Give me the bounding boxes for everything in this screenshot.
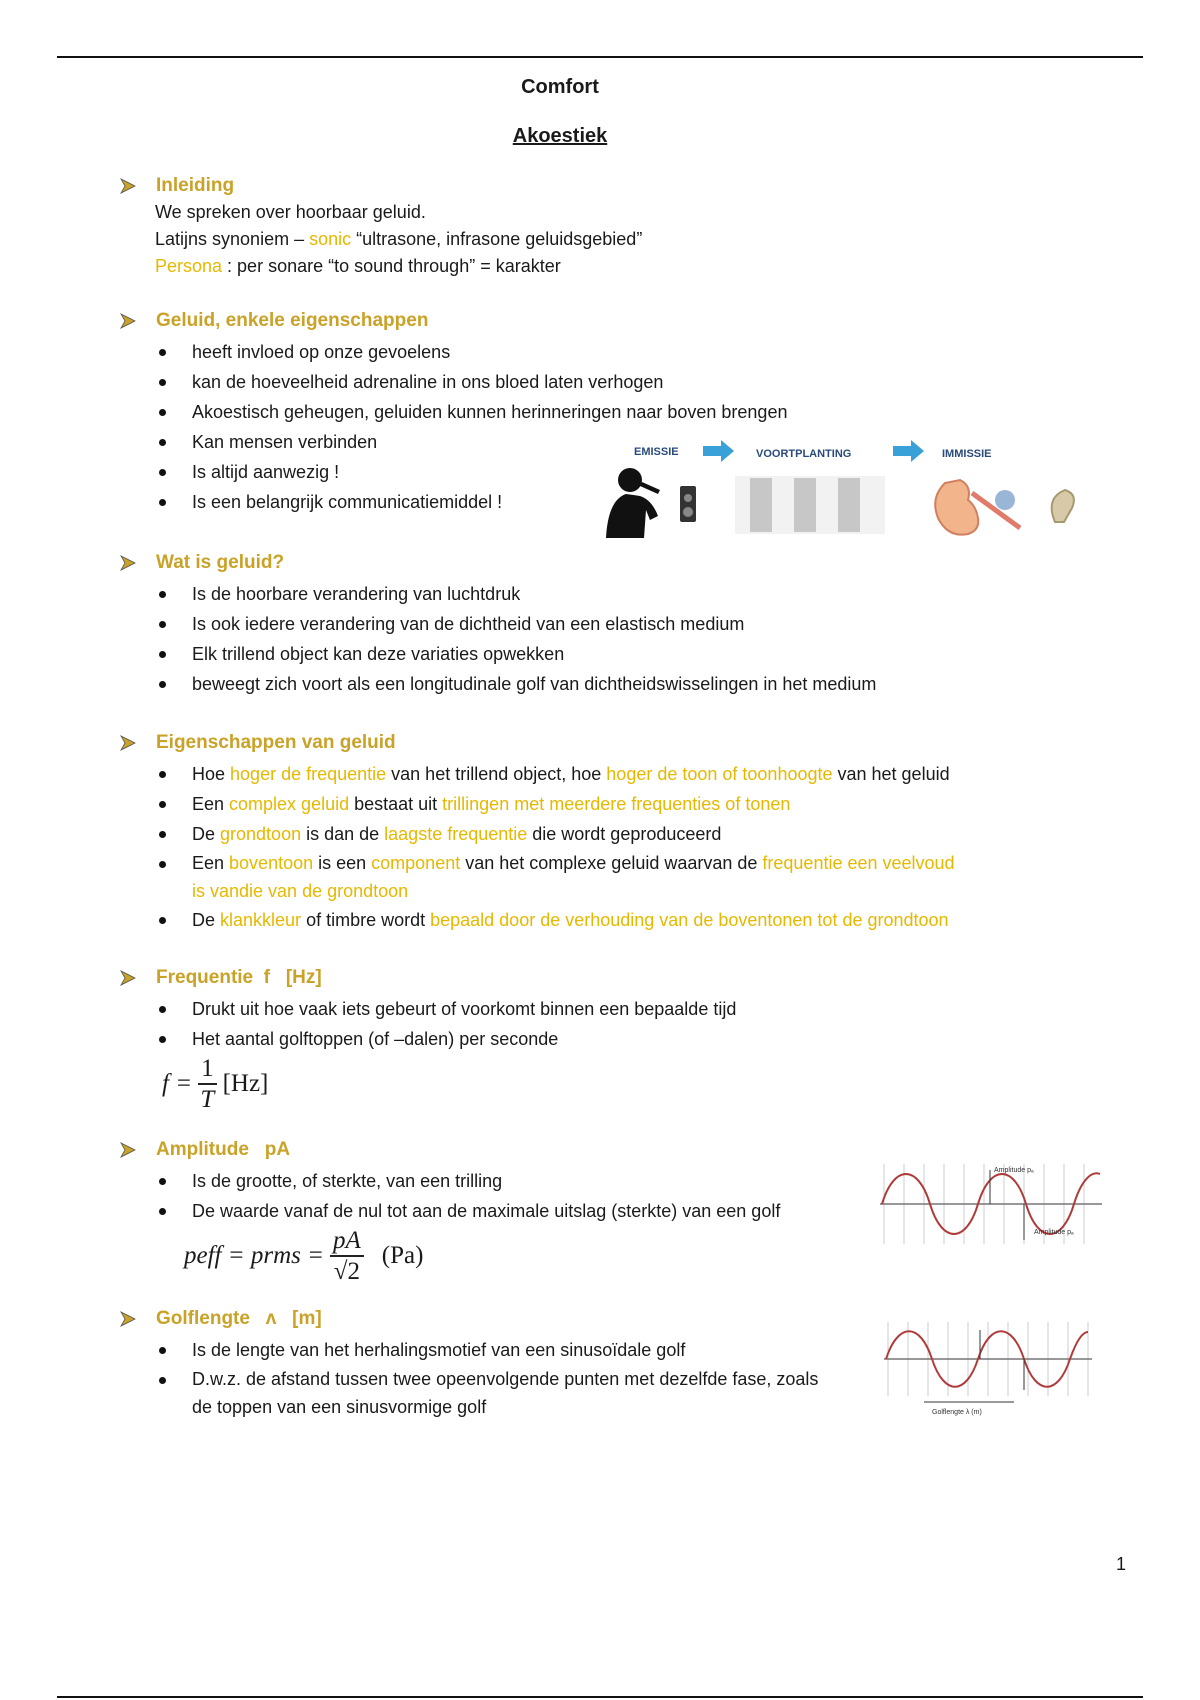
highlight-text: frequentie een veelvoud	[762, 853, 955, 873]
text-part: Een	[192, 853, 230, 873]
intro-text-part: Latijns synoniem –	[155, 229, 310, 249]
section-title: Frequentie f [Hz]	[156, 967, 322, 988]
document-subtitle: Akoestiek	[512, 125, 608, 147]
formula-unit: (Pa)	[381, 1242, 424, 1269]
section-frequentie	[120, 965, 1120, 1112]
list-item: Drukt uit hoe vaak iets gebeurt of voorkomt binnen een bepaalde tijd	[120, 994, 1120, 1024]
formula-fraction	[330, 1228, 364, 1284]
arrow-bullet-icon	[120, 313, 136, 329]
amplitude-top-label: Amplitude pₐ	[994, 1167, 1034, 1174]
bullet-list	[120, 759, 1120, 935]
page-number: 1	[1116, 1554, 1127, 1574]
singer-silhouette-icon	[606, 468, 696, 538]
formula-lhs: f =	[162, 1070, 193, 1097]
list-item: Is de lengte van het herhalingsmotief van een sinusoïdale golf	[120, 1335, 840, 1365]
list-item: Is altijd aanwezig !	[120, 457, 1120, 487]
highlight-text: klankkleur	[220, 910, 302, 930]
formula-fraction	[198, 1056, 217, 1112]
flow-arrow-icon	[703, 440, 734, 462]
section-eigenschappen-geluid	[120, 730, 1120, 935]
list-item: kan de hoeveelheid adrenaline in ons bloed laten verhogen	[120, 367, 1120, 397]
list-item	[120, 759, 1120, 789]
highlight-text: trillingen met meerdere frequenties of tonen	[442, 794, 791, 814]
intro-line-2	[155, 226, 1120, 253]
list-item: De waarde vanaf de nul tot aan de maximale uitslag (sterkte) van een golf	[120, 1196, 1120, 1226]
text-part: De	[192, 910, 221, 930]
text-part: De	[192, 824, 221, 844]
formula-numerator: pA	[330, 1228, 364, 1257]
list-item	[120, 789, 1120, 819]
arrow-bullet-icon	[120, 735, 136, 751]
density-waves-icon	[735, 476, 885, 534]
list-item: Is een belangrijk communicatiemiddel !	[120, 487, 1120, 517]
highlight-text: laagste frequentie	[384, 824, 528, 844]
intro-text-part: : per sonare “to sound through” = karakter	[222, 256, 561, 276]
list-item: Is de hoorbare verandering van luchtdruk	[120, 579, 1120, 609]
highlight-text: bepaald door de verhouding van de boventonen tot de grondtoon	[430, 910, 949, 930]
highlight-text: hoger de frequentie	[230, 764, 387, 784]
text-part: of timbre wordt	[301, 910, 431, 930]
arrow-bullet-icon	[120, 1142, 136, 1158]
arrow-bullet-icon	[120, 555, 136, 571]
section-title: Wat is geluid?	[156, 552, 285, 573]
arrow-bullet-icon	[120, 970, 136, 986]
label-voortplanting: VOORTPLANTING	[756, 448, 852, 460]
formula-denominator: √2	[333, 1258, 360, 1285]
list-item: Kan mensen verbinden	[120, 427, 1120, 457]
flow-arrow-icon	[893, 440, 924, 462]
section-title: Golflengte ʌ [m]	[156, 1308, 322, 1329]
intro-line-3	[155, 253, 1120, 280]
section-title: Amplitude pA	[156, 1139, 291, 1160]
highlight-text: grondtoon	[220, 824, 302, 844]
highlight-text: hoger de toon of toonhoogte	[606, 764, 833, 784]
formula-lhs: peff = prms =	[184, 1242, 324, 1269]
list-item: beweegt zich voort als een longitudinale golf van dichtheidswisselingen in het medium	[120, 669, 1120, 699]
bullet-list	[120, 1335, 840, 1421]
list-item	[120, 819, 1120, 849]
amplitude-bottom-label: Amplitude pₐ	[1034, 1229, 1074, 1236]
wavelength-label: Golflengte λ (m)	[932, 1409, 982, 1416]
bullet-list	[120, 994, 1120, 1054]
document-title: Comfort	[521, 76, 599, 98]
highlight-text: is vandie van de grondtoon	[192, 881, 409, 901]
text-part: van het geluid	[832, 764, 950, 784]
list-item: D.w.z. de afstand tussen twee opeenvolgende punten met dezelfde fase, zoals de toppen van een sinusvormige golf	[120, 1365, 840, 1421]
bottom-rule	[57, 1696, 1143, 1698]
amplitude-wave-diagram	[880, 1160, 1105, 1248]
section-wat-is-geluid	[120, 550, 1120, 699]
list-item: Elk trillend object kan deze variaties opwekken	[120, 639, 1120, 669]
text-part: die wordt geproduceerd	[527, 824, 722, 844]
wavelength-wave-diagram	[884, 1318, 1094, 1418]
label-emissie: EMISSIE	[634, 446, 679, 458]
text-part: Een	[192, 794, 230, 814]
list-item: heeft invloed op onze gevoelens	[120, 337, 1120, 367]
section-inleiding	[120, 173, 1120, 280]
list-item: Is ook iedere verandering van de dichtheid van een elastisch medium	[120, 609, 1120, 639]
highlight-sonic: sonic	[309, 229, 352, 249]
highlight-text: complex geluid	[229, 794, 350, 814]
intro-line-1: We spreken over hoorbaar geluid.	[155, 202, 426, 222]
list-item	[120, 905, 1120, 935]
text-part: van het trillend object, hoe	[386, 764, 607, 784]
list-item: Akoestisch geheugen, geluiden kunnen herinneringen naar boven brengen	[120, 397, 1120, 427]
intro-text	[155, 199, 1120, 280]
frequency-formula	[162, 1056, 1120, 1112]
arrow-bullet-icon	[120, 178, 136, 194]
formula-unit: [Hz]	[222, 1070, 269, 1097]
formula-denominator: T	[200, 1086, 215, 1113]
highlight-text: component	[371, 853, 461, 873]
text-part: is een	[313, 853, 372, 873]
ear-icon	[935, 480, 1074, 535]
highlight-persona: Persona	[155, 256, 223, 276]
text-part: is dan de	[301, 824, 385, 844]
list-item: Is de grootte, of sterkte, van een trilling	[120, 1166, 1120, 1196]
list-item: Het aantal golftoppen (of –dalen) per seconde	[120, 1024, 1120, 1054]
label-immissie: IMMISSIE	[942, 448, 992, 460]
intro-text-part: “ultrasone, infrasone geluidsgebied”	[351, 229, 643, 249]
top-rule	[57, 56, 1143, 58]
sound-propagation-diagram	[600, 438, 1110, 543]
highlight-text: boventoon	[229, 853, 314, 873]
list-item	[120, 849, 1120, 905]
arrow-bullet-icon	[120, 1311, 136, 1327]
formula-numerator: 1	[198, 1056, 217, 1085]
section-title: Geluid, enkele eigenschappen	[156, 310, 429, 331]
section-title: Inleiding	[156, 175, 235, 196]
text-part: bestaat uit	[349, 794, 443, 814]
bullet-list	[120, 579, 1120, 699]
section-title: Eigenschappen van geluid	[156, 732, 396, 753]
text-part: Hoe	[192, 764, 231, 784]
text-part: van het complexe geluid waarvan de	[460, 853, 763, 873]
